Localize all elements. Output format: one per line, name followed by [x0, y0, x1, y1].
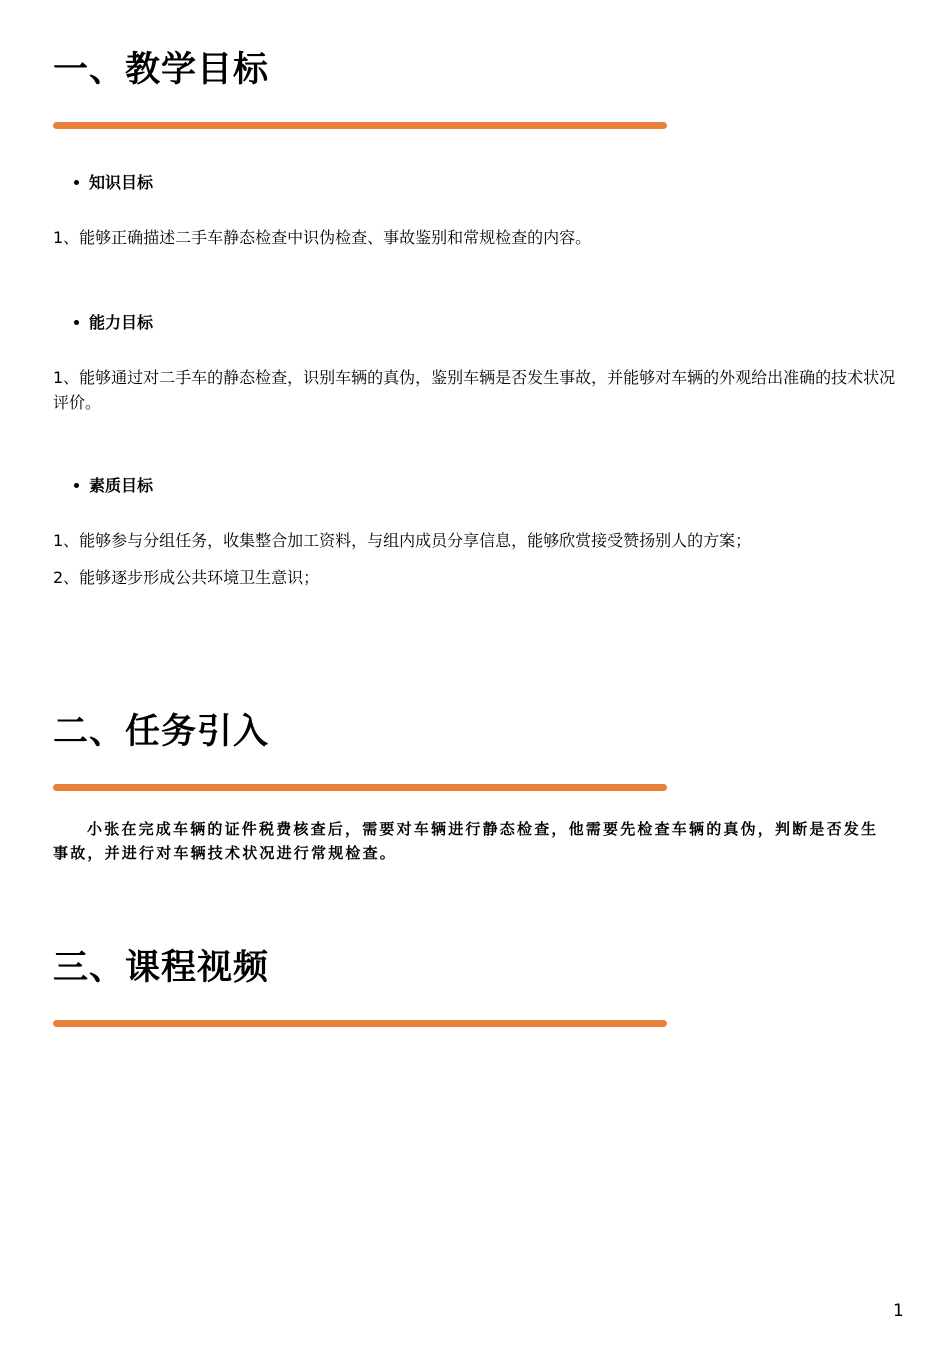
- quality-objectives-heading: [74, 475, 153, 497]
- ability-objective-item: 1、能够通过对二手车的静态检查，识别车辆的真伪，鉴别车辆是否发生事故，并能够对车辆的外观给出准确的技术状况评价。: [53, 368, 896, 412]
- section-title-task: 二、任务引入: [53, 712, 270, 752]
- knowledge-objective-item: 1、能够正确描述二手车静态检查中识伪检查、事故鉴别和常规检查的内容。: [53, 228, 592, 247]
- task-intro-paragraph: 小张在完成车辆的证件税费核查后，需要对车辆进行静态检查，他需要先检查车辆的真伪，判断是否发生事故，并进行对车辆技术状况进行常规检查。: [53, 820, 879, 862]
- ability-objectives-label: 能力目标: [89, 313, 154, 332]
- page-number: 1: [893, 1301, 904, 1321]
- knowledge-objectives-heading: [74, 172, 153, 194]
- ability-objectives-heading: [74, 312, 153, 334]
- section-title-objectives: 一、教学目标: [53, 50, 270, 90]
- section-title-video: 三、课程视频: [53, 948, 270, 988]
- quality-objective-item: 1、能够参与分组任务，收集整合加工资料，与组内成员分享信息，能够欣赏接受赞扬别人的方案；: [53, 531, 752, 550]
- bullet-dot: [74, 483, 79, 488]
- quality-objectives-label: 素质目标: [89, 476, 154, 495]
- bullet-dot: [74, 320, 79, 325]
- section-divider: [53, 1020, 667, 1027]
- bullet-dot: [74, 180, 79, 185]
- section-divider: [53, 784, 667, 791]
- quality-objective-item: 2、能够逐步形成公共环境卫生意识；: [53, 568, 320, 587]
- section-divider: [53, 122, 667, 129]
- knowledge-objectives-label: 知识目标: [89, 173, 154, 192]
